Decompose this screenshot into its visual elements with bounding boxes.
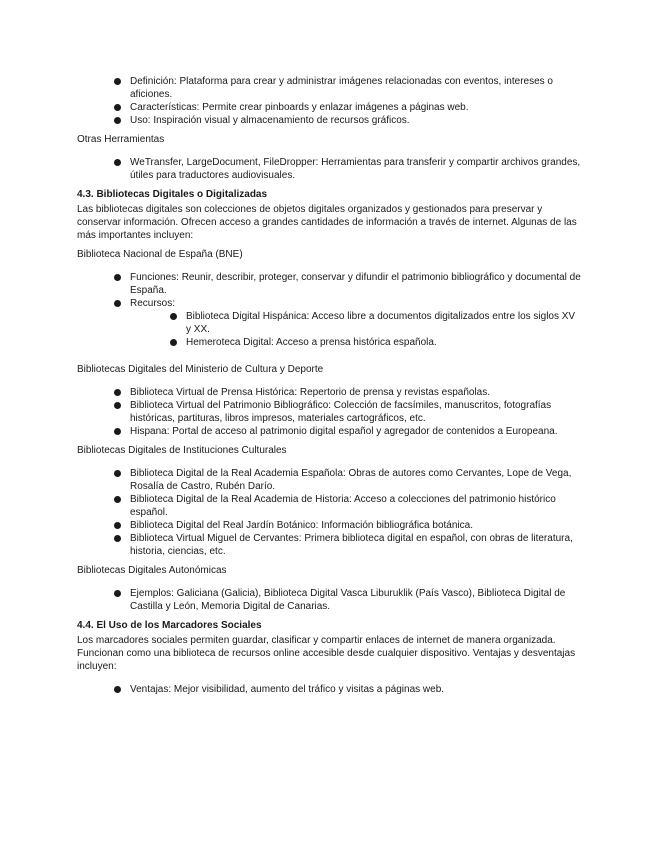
instituciones-label: Bibliotecas Digitales de Instituciones Culturales [77, 445, 287, 456]
recursos-label: Recursos: [130, 298, 176, 309]
section-intro-4-4: Los marcadores sociales permiten guardar, clasificar y compartir enlaces de internet de manera organizada. Funcionan como una biblioteca de recursos online accesible desde cualquier dispositivo. Ventajas y desventajas incluyen: [77, 635, 576, 672]
list-item [130, 297, 582, 349]
sub-list-item: Hemeroteca Digital: Acceso a prensa histórica española. [186, 336, 582, 349]
list-item: Características: Permite crear pinboards y enlazar imágenes a páginas web. [130, 101, 582, 114]
list-item: Biblioteca Digital de la Real Academia Española: Obras de autores como Cervantes, Lope de Vega, Rosalía de Castro, Rubén Darío. [130, 467, 582, 493]
otras-herramientas-list [77, 156, 582, 182]
bne-label: Biblioteca Nacional de España (BNE) [77, 249, 243, 260]
list-item: Hispana: Portal de acceso al patrimonio digital español y agregador de contenidos a Europeana. [130, 425, 582, 438]
autonomicas-list [77, 587, 582, 613]
ministerio-list [77, 386, 582, 438]
section-heading-4-4: 4.4. El Uso de los Marcadores Sociales [77, 620, 262, 631]
section-intro-4-3: Las bibliotecas digitales son colecciones de objetos digitales organizados y gestionados para preservar y conservar información. Ofrecen acceso a grandes cantidades de información a través de internet. Algunas de las más importantes incluyen: [77, 204, 577, 241]
list-item: Biblioteca Virtual de Prensa Histórica: Repertorio de prensa y revistas españolas. [130, 386, 582, 399]
list-item: Ejemplos: Galiciana (Galicia), Biblioteca Digital Vasca Liburuklik (País Vasco), Biblioteca Digital de Castilla y León, Memoria Digital de Canarias. [130, 587, 582, 613]
list-item: WeTransfer, LargeDocument, FileDropper: Herramientas para transferir y compartir archivos grandes, útiles para traductores audiovisuales. [130, 157, 581, 181]
list-item: Biblioteca Virtual Miguel de Cervantes: Primera biblioteca digital en español, con obras de literatura, historia, ciencias, etc. [130, 532, 582, 558]
page-content [77, 75, 582, 696]
list-item: Ventajas: Mejor visibilidad, aumento del tráfico y visitas a páginas web. [130, 683, 582, 696]
bne-recursos-sublist [130, 310, 582, 349]
instituciones-list [77, 467, 582, 558]
list-item: Biblioteca Digital de la Real Academia de Historia: Acceso a colecciones del patrimonio histórico español. [130, 493, 582, 519]
bne-list [77, 271, 582, 349]
sub-list-item: Biblioteca Digital Hispánica: Acceso libre a documentos digitalizados entre los siglos XV y XX. [186, 310, 582, 336]
otras-herramientas-label: Otras Herramientas [77, 134, 165, 145]
marcadores-list [77, 683, 582, 696]
autonomicas-label: Bibliotecas Digitales Autonómicas [77, 565, 227, 576]
list-item: Biblioteca Virtual del Patrimonio Bibliográfico: Colección de facsímiles, manuscritos, fotografías históricas, partituras, libros impresos, materiales cartográficos, etc. [130, 399, 582, 425]
section-heading-4-3: 4.3. Bibliotecas Digitales o Digitalizadas [77, 189, 268, 200]
pinterest-list [77, 75, 582, 127]
list-item: Uso: Inspiración visual y almacenamiento de recursos gráficos. [130, 114, 582, 127]
list-item: Definición: Plataforma para crear y administrar imágenes relacionadas con eventos, intereses o aficiones. [130, 75, 582, 101]
ministerio-label: Bibliotecas Digitales del Ministerio de Cultura y Deporte [77, 364, 324, 375]
list-item: Funciones: Reunir, describir, proteger, conservar y difundir el patrimonio bibliográfico y documental de España. [130, 272, 581, 296]
list-item: Biblioteca Digital del Real Jardín Botánico: Información bibliográfica botánica. [130, 519, 582, 532]
